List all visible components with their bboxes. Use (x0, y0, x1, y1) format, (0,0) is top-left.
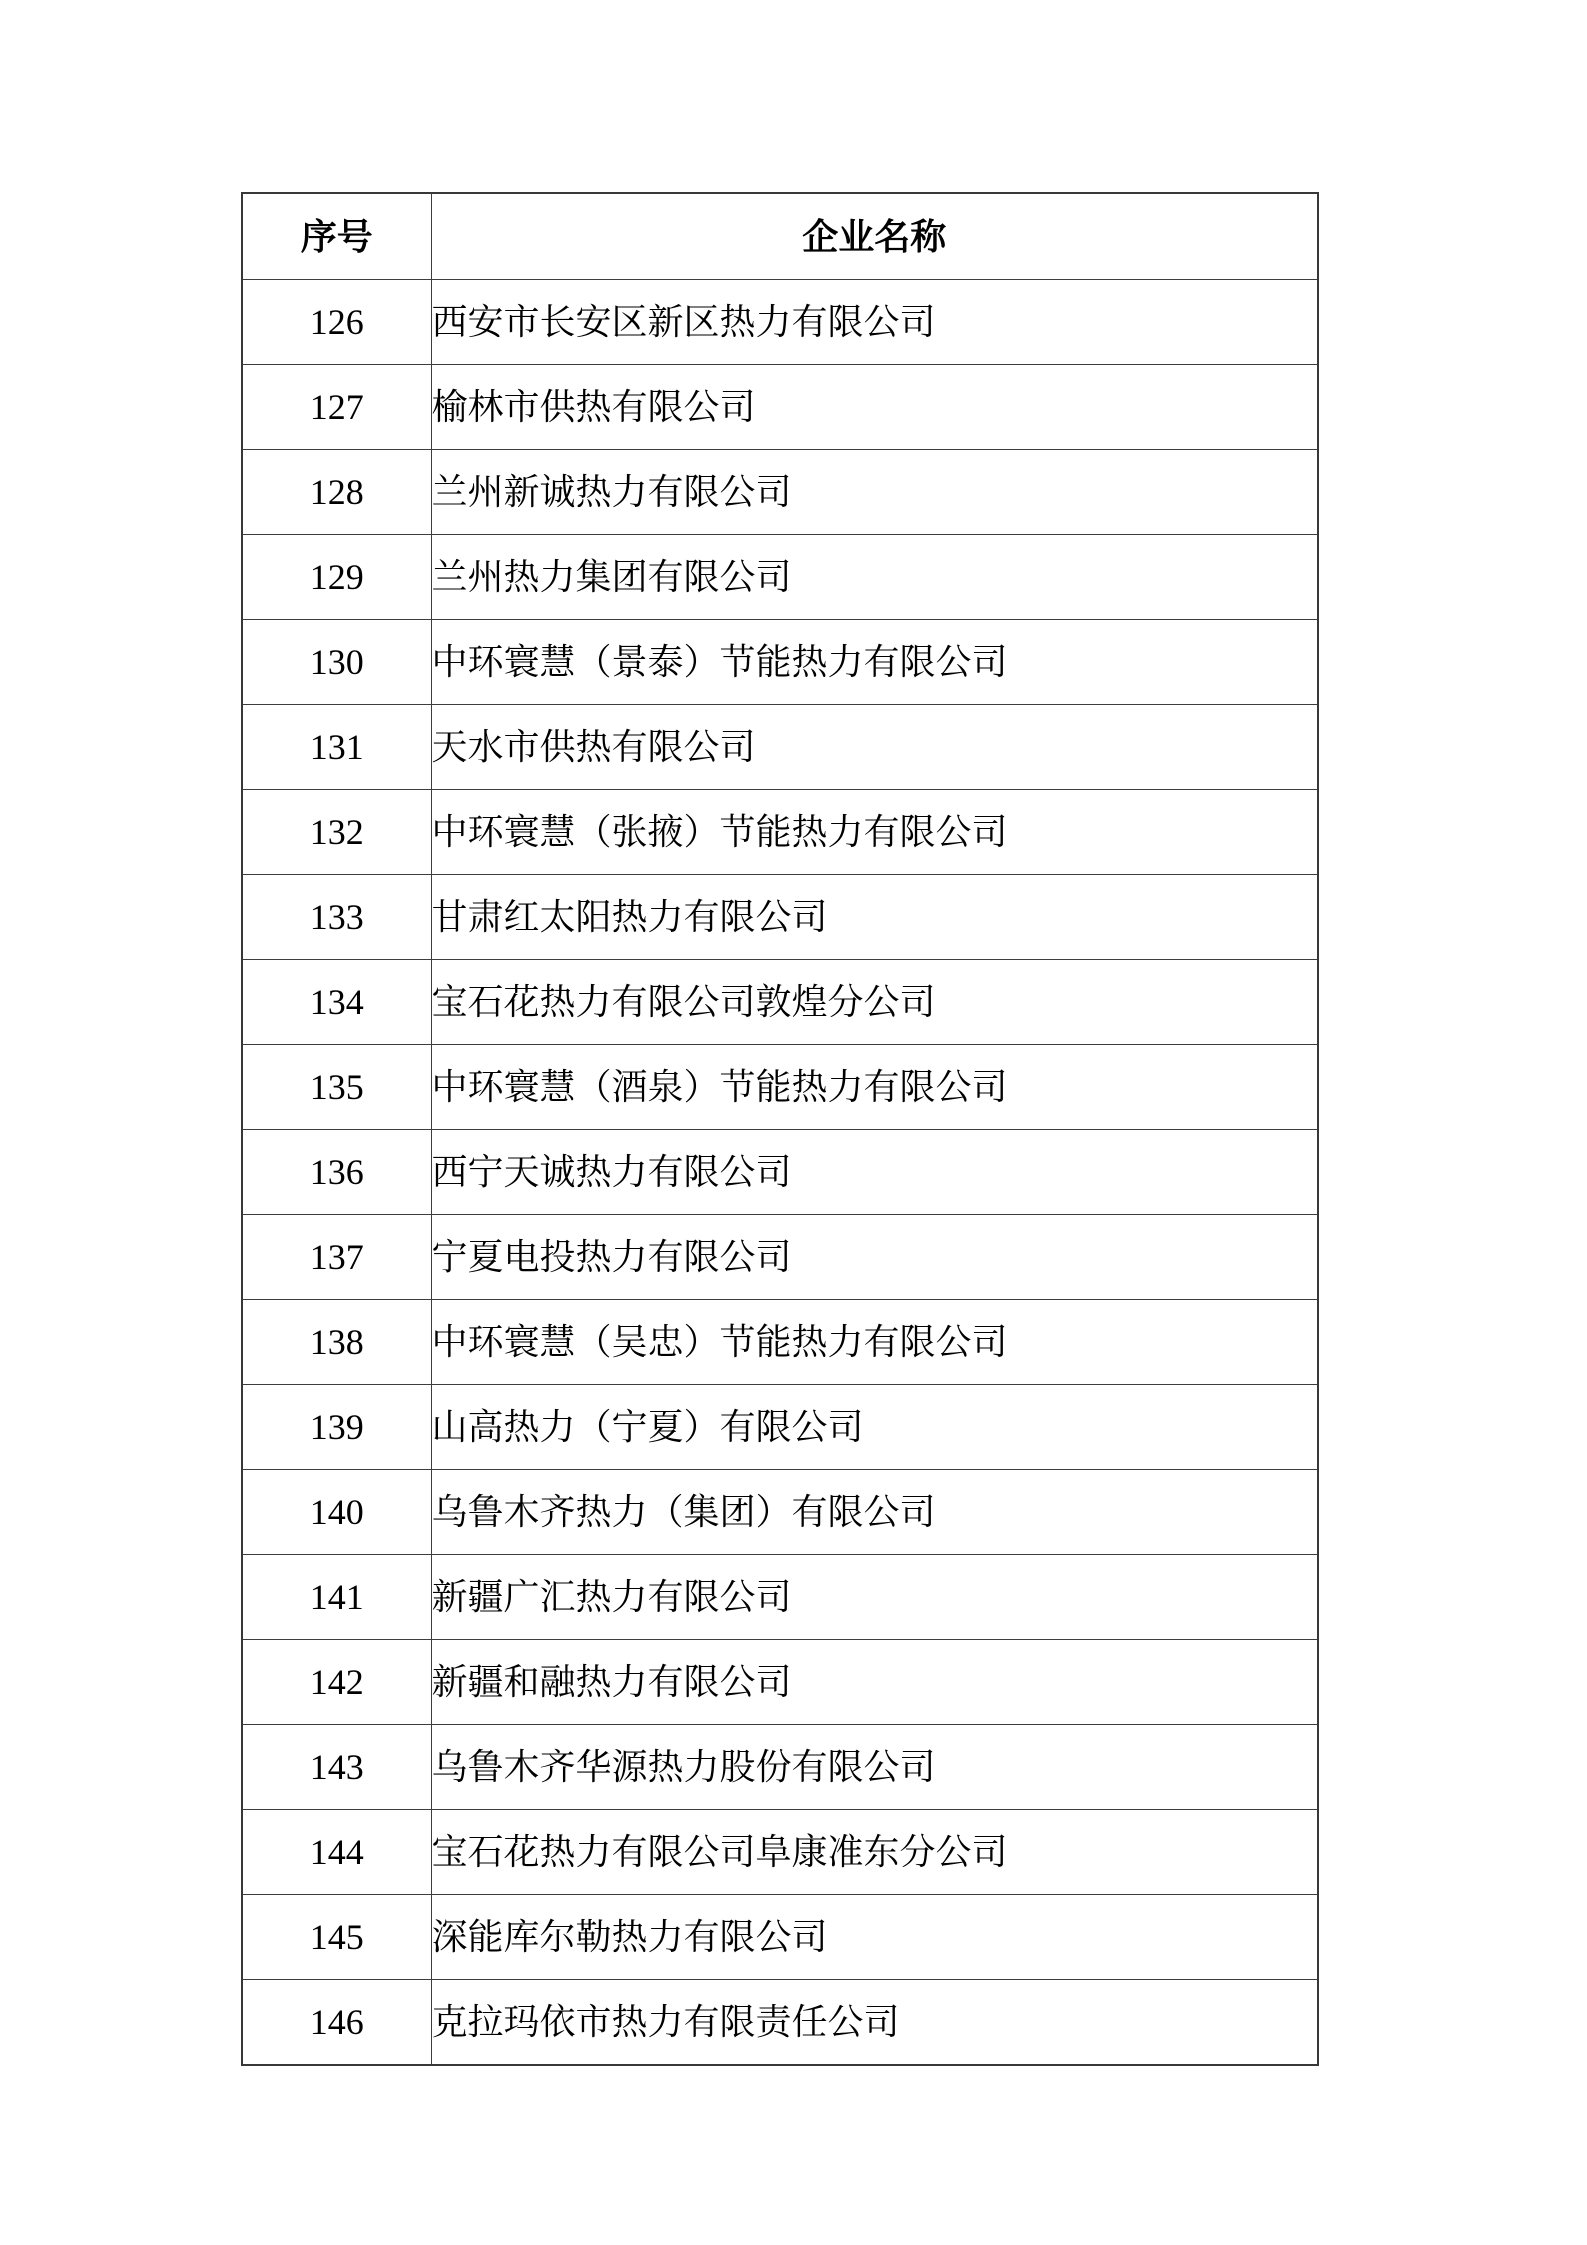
table-row (242, 875, 1318, 960)
table-row (242, 1215, 1318, 1300)
row-index-cell: 140 (242, 1470, 431, 1555)
row-company-name-cell: 中环寰慧（景泰）节能热力有限公司 (431, 620, 1318, 705)
row-company-name-cell: 榆林市供热有限公司 (431, 365, 1318, 450)
row-index-cell: 137 (242, 1215, 431, 1300)
header-cell-index: 序号 (242, 193, 431, 280)
row-index-cell: 131 (242, 705, 431, 790)
company-table-body (242, 280, 1318, 2066)
row-company-name-cell: 兰州热力集团有限公司 (431, 535, 1318, 620)
row-index-cell: 135 (242, 1045, 431, 1130)
row-company-name-cell: 新疆广汇热力有限公司 (431, 1555, 1318, 1640)
row-index-cell: 138 (242, 1300, 431, 1385)
row-index-cell: 142 (242, 1640, 431, 1725)
row-company-name-cell: 中环寰慧（吴忠）节能热力有限公司 (431, 1300, 1318, 1385)
row-index-cell: 139 (242, 1385, 431, 1470)
table-row (242, 1895, 1318, 1980)
row-index-cell: 136 (242, 1130, 431, 1215)
company-table (241, 192, 1319, 2066)
row-company-name-cell: 中环寰慧（酒泉）节能热力有限公司 (431, 1045, 1318, 1130)
company-table-header (242, 193, 1318, 280)
row-company-name-cell: 乌鲁木齐热力（集团）有限公司 (431, 1470, 1318, 1555)
row-company-name-cell: 西安市长安区新区热力有限公司 (431, 280, 1318, 365)
row-index-cell: 127 (242, 365, 431, 450)
row-index-cell: 133 (242, 875, 431, 960)
row-company-name-cell: 新疆和融热力有限公司 (431, 1640, 1318, 1725)
table-row (242, 1810, 1318, 1895)
row-company-name-cell: 甘肃红太阳热力有限公司 (431, 875, 1318, 960)
table-row (242, 960, 1318, 1045)
row-company-name-cell: 宝石花热力有限公司敦煌分公司 (431, 960, 1318, 1045)
table-row (242, 450, 1318, 535)
table-row (242, 1045, 1318, 1130)
row-index-cell: 129 (242, 535, 431, 620)
table-row (242, 1130, 1318, 1215)
table-row (242, 620, 1318, 705)
table-row (242, 365, 1318, 450)
row-company-name-cell: 兰州新诚热力有限公司 (431, 450, 1318, 535)
row-index-cell: 141 (242, 1555, 431, 1640)
row-index-cell: 132 (242, 790, 431, 875)
row-index-cell: 144 (242, 1810, 431, 1895)
table-row (242, 1470, 1318, 1555)
row-company-name-cell: 克拉玛依市热力有限责任公司 (431, 1980, 1318, 2066)
row-company-name-cell: 深能库尔勒热力有限公司 (431, 1895, 1318, 1980)
table-row (242, 280, 1318, 365)
row-company-name-cell: 中环寰慧（张掖）节能热力有限公司 (431, 790, 1318, 875)
row-company-name-cell: 宝石花热力有限公司阜康准东分公司 (431, 1810, 1318, 1895)
table-row (242, 705, 1318, 790)
table-row (242, 1980, 1318, 2066)
row-company-name-cell: 山高热力（宁夏）有限公司 (431, 1385, 1318, 1470)
row-index-cell: 145 (242, 1895, 431, 1980)
row-index-cell: 126 (242, 280, 431, 365)
row-index-cell: 128 (242, 450, 431, 535)
row-index-cell: 134 (242, 960, 431, 1045)
row-company-name-cell: 天水市供热有限公司 (431, 705, 1318, 790)
table-row (242, 1725, 1318, 1810)
row-index-cell: 130 (242, 620, 431, 705)
table-row (242, 1385, 1318, 1470)
header-row (242, 193, 1318, 280)
row-index-cell: 143 (242, 1725, 431, 1810)
row-company-name-cell: 宁夏电投热力有限公司 (431, 1215, 1318, 1300)
table-row (242, 535, 1318, 620)
row-company-name-cell: 西宁天诚热力有限公司 (431, 1130, 1318, 1215)
table-row (242, 1300, 1318, 1385)
row-company-name-cell: 乌鲁木齐华源热力股份有限公司 (431, 1725, 1318, 1810)
header-cell-company-name: 企业名称 (431, 193, 1318, 280)
row-index-cell: 146 (242, 1980, 431, 2066)
table-row (242, 790, 1318, 875)
table-row (242, 1555, 1318, 1640)
table-row (242, 1640, 1318, 1725)
